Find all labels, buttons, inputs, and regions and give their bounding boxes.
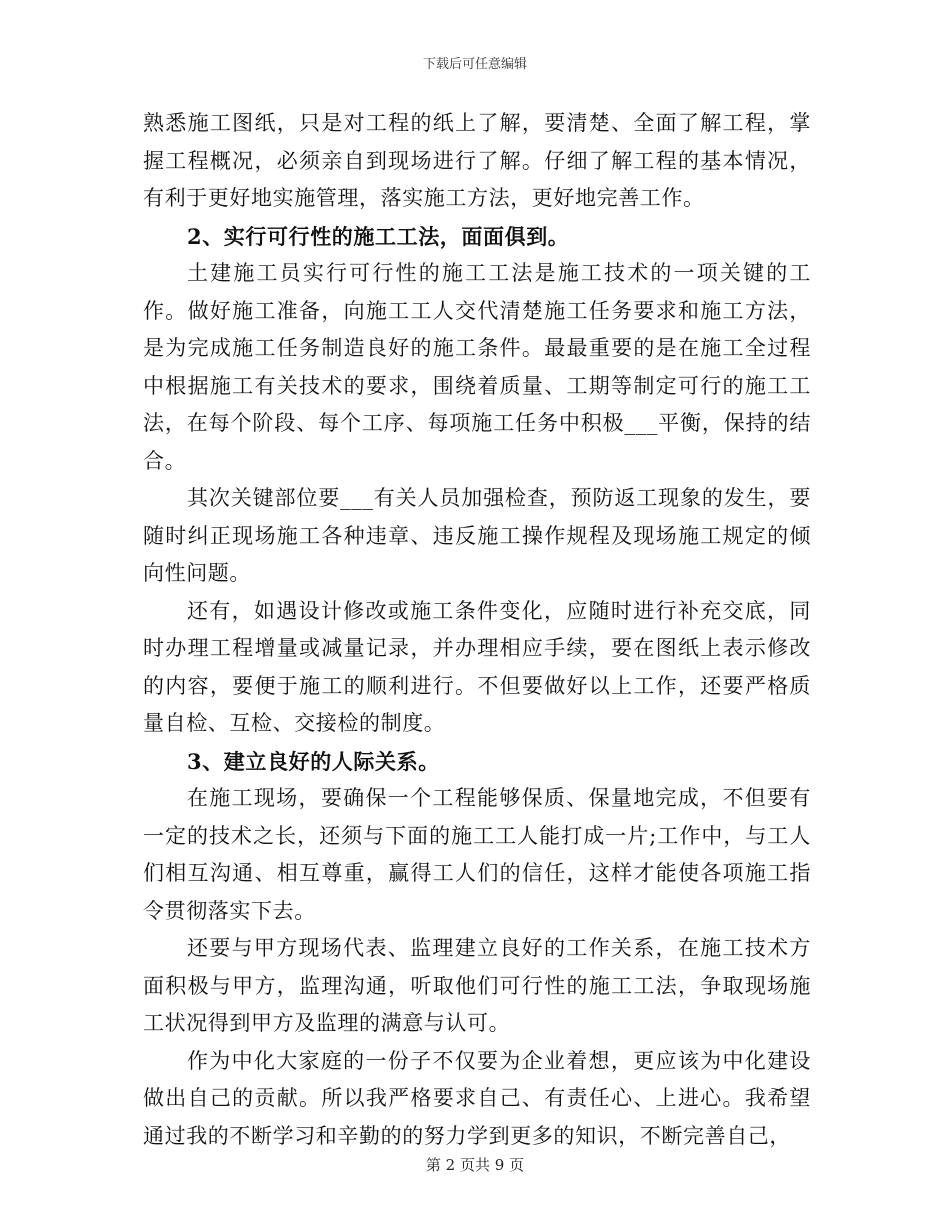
- paragraph-4: 还有，如遇设计修改或施工条件变化，应随时进行补充交底，同时办理工程增量或减量记录，并办理相应手续，要在图纸上表示修改的内容，要便于施工的顺利进行。不但要做好以上工作，还要严格质量自检、互检、交接检的制度。: [143, 598, 811, 735]
- page-header-note: 下载后可任意编辑: [422, 57, 527, 72]
- paragraph-7: 作为中化大家庭的一份子不仅要为企业着想，更应该为中化建设做出自己的贡献。所以我严格要求自己、有责任心、上进心。我希望通过我的不断学习和辛勤的的努力学到更多的知识，不断完善自己，: [143, 1048, 811, 1148]
- paragraph-6: 还要与甲方现场代表、监理建立良好的工作关系，在施工技术方面积极与甲方，监理沟通，听取他们可行性的施工工法，争取现场施工状况得到甲方及监理的满意与认可。: [143, 936, 811, 1035]
- paragraph-5: 在施工现场，要确保一个工程能够保质、保量地完成，不但要有一定的技术之长，还须与下面的施工工人能打成一片;工作中，与工人们相互沟通、相互尊重，赢得工人们的信任，这样才能使各项施工指令贯彻落实下去。: [143, 786, 811, 923]
- document-body: [143, 105, 811, 1155]
- section-heading-3: 3、建立良好的人际关系。: [187, 748, 440, 774]
- paragraph-3: 其次关键部位要___有关人员加强检查，预防返工现象的发生，要随时纠正现场施工各种违章、违反施工操作规程及现场施工规定的倾向性问题。: [143, 486, 811, 585]
- section-heading-2: 2、实行可行性的施工工法，面面俱到。: [187, 223, 570, 249]
- paragraph-1: 熟悉施工图纸，只是对工程的纸上了解，要清楚、全面了解工程，掌握工程概况，必须亲自到现场进行了解。仔细了解工程的基本情况，有利于更好地实施管理，落实施工方法，更好地完善工作。: [143, 111, 811, 210]
- paragraph-2: 土建施工员实行可行性的施工工法是施工技术的一项关键的工作。做好施工准备，向施工工人交代清楚施工任务要求和施工方法，是为完成施工任务制造良好的施工条件。最最重要的是在施工全过程中根据施工有关技术的要求，围绕着质量、工期等制定可行的施工工法，在每个阶段、每个工序、每项施工任务中积极___平衡，保持的结合。: [143, 261, 811, 473]
- page-number: 第 2 页共 9 页: [425, 1156, 525, 1174]
